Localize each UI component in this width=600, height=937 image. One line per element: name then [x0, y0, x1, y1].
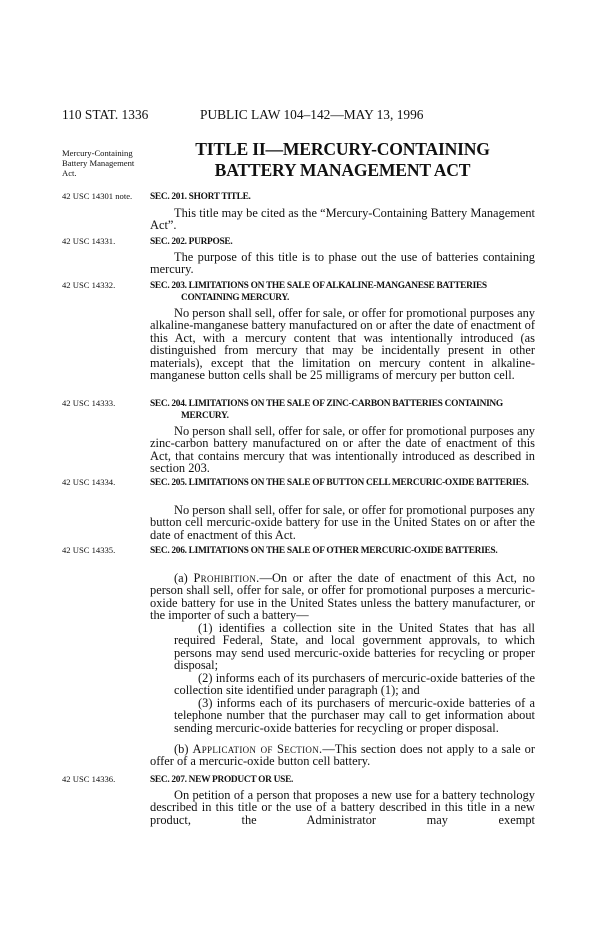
subsection-a-caption: Prohibition.	[193, 571, 260, 585]
section-207-heading: SEC. 207. NEW PRODUCT OR USE.	[150, 775, 294, 785]
section-205-heading: SEC. 205. LIMITATIONS ON THE SALE OF BUTTON CELL MERCURIC-OXIDE BATTERIES.	[150, 478, 529, 488]
margin-note-usc-207: 42 USC 14336.	[62, 774, 116, 784]
section-202-heading: SEC. 202. PURPOSE.	[150, 237, 233, 247]
subsection-a-label: (a)	[174, 571, 194, 585]
margin-note-usc-203: 42 USC 14332.	[62, 280, 116, 290]
public-law-date: PUBLIC LAW 104–142—MAY 13, 1996	[200, 107, 424, 122]
margin-note-usc-205: 42 USC 14334.	[62, 477, 116, 487]
margin-note-usc-201: 42 USC 14301 note.	[62, 191, 133, 201]
statute-page-number: 110 STAT. 1336	[62, 107, 149, 122]
subsection-b-text: —This section does not apply to a sale or offer of a mercuric-oxide button cell battery.	[150, 742, 535, 769]
section-204-heading: SEC. 204. LIMITATIONS ON THE SALE OF ZINC-CARBON BATTERIES CONTAINING MERCURY.	[150, 399, 503, 421]
section-206-subsection-a	[150, 572, 535, 622]
section-206-item-1: (1) identifies a collection site in the United States that has all required Federal, State, and local government approvals, to which persons may send used mercuric-oxide batteries for recycling or proper disposal;	[174, 621, 535, 673]
subsection-a-text: —On or after the date of enactment of this Act, no person shall sell, offer for sale, or offer for promotional purposes a mercuric-oxide battery for use in the United States unless the battery manufacturer, or the importer of such a battery—	[150, 571, 535, 623]
margin-note-usc-206: 42 USC 14335.	[62, 545, 116, 555]
margin-note-act-name: Mercury-Containing Battery Management Act.	[62, 148, 135, 178]
margin-note-usc-204: 42 USC 14333.	[62, 398, 116, 408]
section-201-text: This title may be cited as the “Mercury-Containing Battery Management Act”.	[150, 206, 535, 233]
section-207-text: On petition of a person that proposes a new use for a battery technology described in this title or the use of a battery described in this title in a new product, the Administrator may exempt	[150, 788, 535, 827]
section-202-text: The purpose of this title is to phase out the use of batteries containing mercury.	[150, 250, 535, 277]
section-205-text: No person shall sell, offer for sale, or offer for promotional purposes any button cell mercuric-oxide battery for use in the United States on or after the date of enactment of this Act.	[150, 503, 535, 542]
title-heading-line-2: BATTERY MANAGEMENT ACT	[214, 160, 471, 180]
section-204-text: No person shall sell, offer for sale, or offer for promotional purposes any zinc-carbon battery manufactured on or after the date of enactment of this Act, that contains mercury that was intentionally introduced as described in section 203.	[150, 424, 535, 476]
title-heading-line-1: TITLE II—MERCURY-CONTAINING	[195, 139, 490, 159]
section-203-heading: SEC. 203. LIMITATIONS ON THE SALE OF ALKALINE-MANGANESE BATTERIES CONTAINING MERCURY.	[150, 281, 487, 303]
section-206-heading: SEC. 206. LIMITATIONS ON THE SALE OF OTHER MERCURIC-OXIDE BATTERIES.	[150, 546, 498, 556]
section-206-item-3: (3) informs each of its purchasers of mercuric-oxide batteries of a telephone number that the purchaser may call to get information about sending mercuric-oxide batteries for recycling or proper disposal.	[174, 696, 535, 735]
section-206-subsection-b	[150, 743, 535, 768]
margin-note-usc-202: 42 USC 14331.	[62, 236, 116, 246]
subsection-b-caption: Application of Section.	[192, 742, 323, 756]
subsection-b-label: (b)	[174, 742, 193, 756]
section-201-heading: SEC. 201. SHORT TITLE.	[150, 192, 251, 202]
section-206-item-2: (2) informs each of its purchasers of mercuric-oxide batteries of the collection site identified under paragraph (1); and	[174, 671, 535, 698]
section-203-text: No person shall sell, offer for sale, or offer for promotional purposes any alkaline-manganese battery manufactured on or after the date of enactment of this Act, with a mercury content that was intentionally introduced (as distinguished from mercury that may be incidentally present in other materials), except that the limitation on mercury content in alkaline-manganese button cells shall be 25 milligrams of mercury per button cell.	[150, 306, 535, 383]
